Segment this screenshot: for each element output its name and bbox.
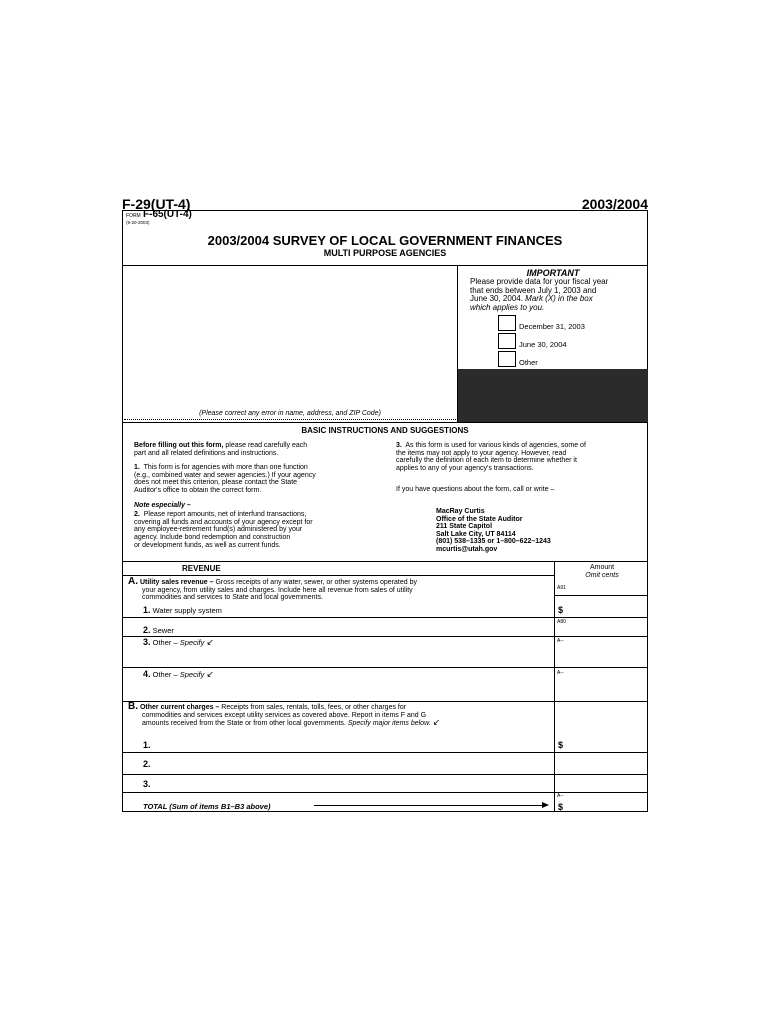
office-use-box — [458, 369, 648, 422]
item-b2: 2. — [143, 759, 151, 769]
arrow-down-left-icon: ↙ — [206, 669, 214, 679]
divider — [122, 701, 648, 702]
instructions-left-column: Before filling out this form, please read carefully each part and all related definitions and instructions. 1. This form is for agencies with more than one function (e.g., combined water and sewer agencies.) If your agency does not meet this criterion, please contact the State Auditor's office to obtain the correct form. Note especially – 2. Please report amounts, net of interfund transactions, covering all funds and accounts of your agency except for any employee-retirement fund(s) administered by your agency. Include bond redemption and construction or development funds, as well as current funds. — [134, 442, 316, 549]
amount-input-total[interactable] — [570, 798, 646, 811]
dollar-sign: $ — [558, 740, 564, 750]
specify-input-b3[interactable] — [156, 776, 548, 790]
divider — [122, 667, 648, 668]
form-code-header: F-29(UT-4) — [122, 196, 191, 212]
divider — [122, 774, 648, 775]
divider — [122, 265, 648, 266]
specify-input-b2[interactable] — [156, 755, 548, 772]
important-heading: IMPORTANT — [526, 268, 580, 278]
specify-input-b1[interactable] — [156, 738, 548, 750]
page-title: 2003/2004 SURVEY OF LOCAL GOVERNMENT FINANCES — [207, 233, 563, 248]
amount-input-a3[interactable] — [556, 648, 646, 664]
fiscal-year-header: 2003/2004 — [581, 196, 648, 212]
form-label: FORM — [126, 213, 141, 219]
page-subtitle: MULTI PURPOSE AGENCIES — [323, 248, 447, 258]
amount-input-a4[interactable] — [556, 680, 646, 698]
item-a1: 1. Water supply system — [143, 605, 222, 615]
divider — [122, 422, 648, 423]
instructions-heading: BASIC INSTRUCTIONS AND SUGGESTIONS — [301, 426, 469, 435]
divider — [122, 792, 648, 793]
checkbox-jun-30[interactable] — [498, 333, 516, 349]
section-a-description: A. Utility sales revenue – Gross receipts of any water, sewer, or other systems operated by your agency, from utility sales and charges. Include here all revenue from sales of utility commodities and services to State and local governments. — [128, 576, 417, 602]
checkbox-dec-31[interactable] — [498, 315, 516, 331]
line-code: A-- — [557, 670, 564, 676]
arrow-down-left-icon: ↙ — [432, 717, 441, 728]
amount-input-b1[interactable] — [570, 738, 646, 750]
specify-input-a4[interactable] — [156, 681, 548, 697]
amount-input-a2[interactable] — [556, 626, 646, 636]
item-a2: 2. Sewer — [143, 625, 174, 635]
option-dec-31-label: December 31, 2003 — [519, 322, 585, 331]
amount-input-a1[interactable] — [570, 598, 646, 616]
important-text: Please provide data for your fiscal year that ends between July 1, 2003 and June 30, 2004. Mark (X) in the box which applies to you. — [470, 277, 609, 312]
specify-input-a3[interactable] — [156, 649, 548, 663]
line-code-a80: A80 — [557, 619, 566, 625]
form-number: F-65(UT-4) — [143, 209, 192, 220]
arrow-down-left-icon: ↙ — [206, 637, 214, 647]
divider — [554, 595, 648, 596]
option-other-label: Other — [519, 358, 538, 367]
divider — [122, 561, 648, 562]
total-arrow-line — [314, 805, 546, 806]
revenue-heading: REVENUE — [182, 564, 221, 573]
total-label: TOTAL (Sum of items B1–B3 above) — [143, 802, 271, 811]
dollar-sign: $ — [558, 605, 564, 615]
address-area[interactable] — [124, 267, 456, 407]
amount-input-b2[interactable] — [556, 755, 646, 772]
line-code-a91: A91 — [557, 585, 566, 591]
divider — [122, 752, 648, 753]
item-a3: 3. Other – Specify ↙ — [143, 637, 214, 647]
contact-email: mcurtis@utah.gov — [436, 545, 498, 553]
instructions-right-column: 3. As this form is used for various kinds of agencies, some of the items may not apply to your agency. However, read carefully the definition of each item to determine whether it applies to any of your agency's transactions. If you have questions about the form, call or write – — [396, 442, 586, 494]
line-code: A-- — [557, 793, 564, 799]
amount-input-b3[interactable] — [556, 776, 646, 790]
section-b-description: B. Other current charges – Receipts from sales, rentals, tolls, fees, or other charges for commodities and services except utility services as covered above. Report in items F and G amounts received from the State or from other local governments. Specify major items below. ↙ — [128, 701, 441, 728]
item-b3: 3. — [143, 779, 151, 789]
divider — [122, 617, 648, 618]
item-b1: 1. — [143, 740, 151, 750]
item-a4: 4. Other – Specify ↙ — [143, 669, 214, 679]
dollar-sign: $ — [558, 802, 564, 812]
arrow-right-icon — [542, 802, 549, 808]
line-code: A-- — [557, 638, 564, 644]
option-jun-30-label: June 30, 2004 — [519, 340, 567, 349]
address-correction-note: (Please correct any error in name, address, and ZIP Code) — [199, 410, 381, 417]
checkbox-other[interactable] — [498, 351, 516, 367]
divider — [122, 575, 554, 576]
amount-column-header: Amount Omit cents — [585, 564, 619, 579]
dotted-line — [124, 419, 456, 420]
contact-block: MacRay Curtis Office of the State Auditor 211 State Capitol Salt Lake City, UT 84114 (801) 538–1335 or 1–800–622–1243 mcurtis@utah.gov — [436, 508, 636, 554]
form-date: (9-20-2003) — [126, 220, 150, 225]
